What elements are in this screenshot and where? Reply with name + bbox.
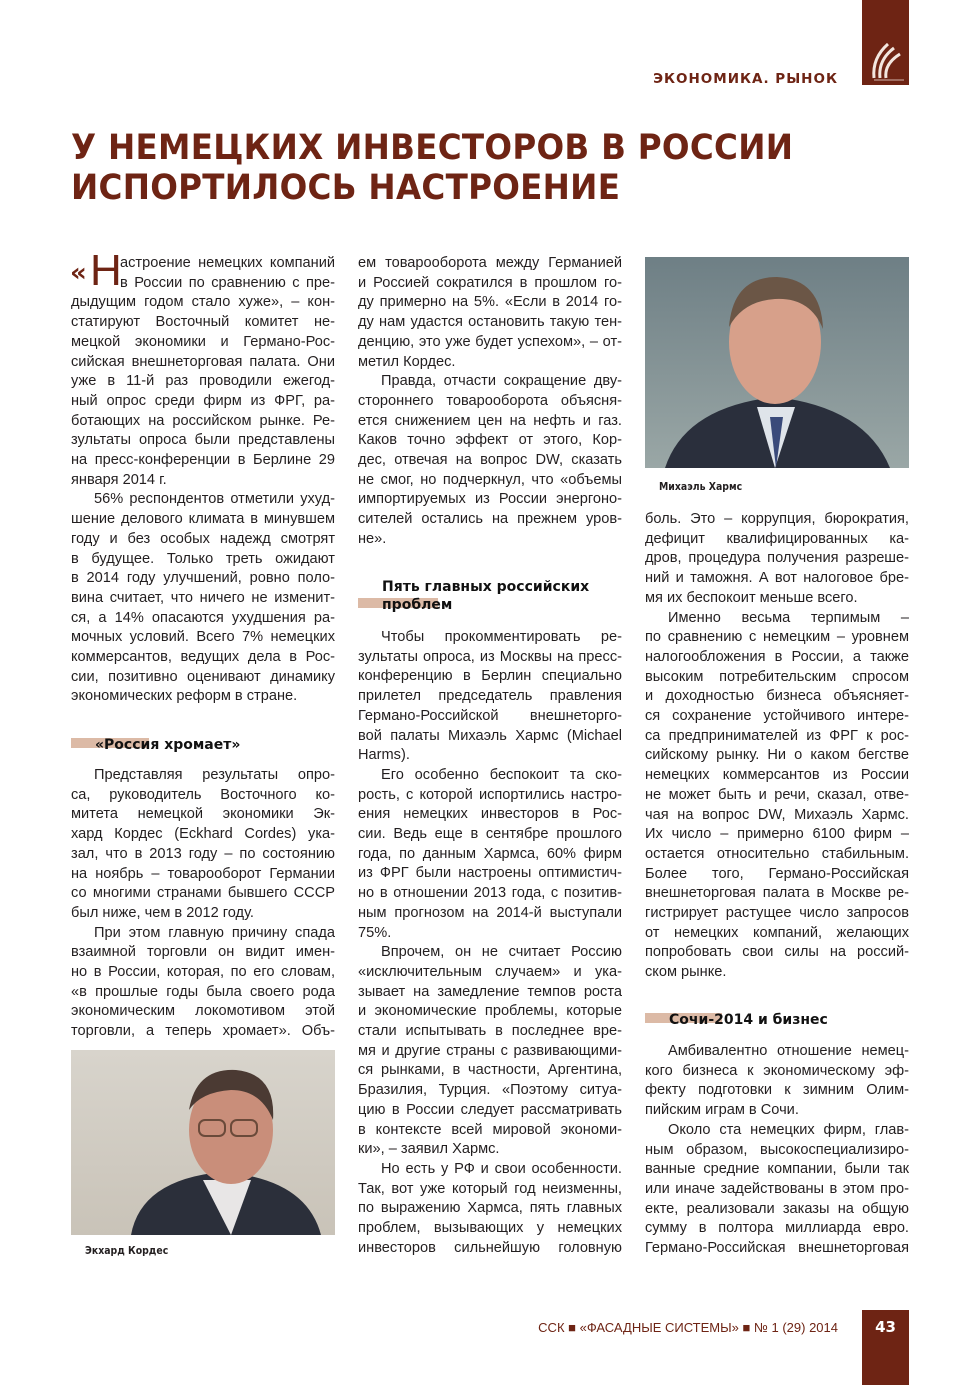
logo-icon xyxy=(862,0,909,85)
text-line: боль. Это – коррупция, бюрократия, xyxy=(645,511,909,527)
text-line: дров, процедура получения разреше- xyxy=(645,550,909,567)
text-line: от немецких компаний, желающих xyxy=(645,924,909,941)
text-line: Каков точно эффект от этого, Кор- xyxy=(358,432,622,449)
text-line: уже в 11-й раз проводили ежегод- xyxy=(71,373,335,390)
text-line: импортируемых из России энергоно- xyxy=(358,491,622,508)
right-text-1 xyxy=(645,510,909,983)
text-line: и доходностью бизнеса объясняет- xyxy=(645,688,909,705)
text-line: инвесторов сильнейшую головную xyxy=(358,1239,622,1256)
text-line: сийская внешнеторговая палата. Они xyxy=(71,353,335,370)
text-line: Германо-Российской внешнеторго- xyxy=(358,707,622,724)
text-line: проблем, вызывающих у немецких xyxy=(358,1220,622,1237)
text-line: статируют Восточный комитет не- xyxy=(71,314,335,331)
text-line: дес, отвечая на вопрос DW, сказать xyxy=(358,452,622,469)
text-line: ся, а 14% опасаются ухудшения ра- xyxy=(71,609,335,626)
text-line: Германо-Российская внешнеторговая xyxy=(645,1240,909,1257)
text-line: Их число – примерно 6100 фирм – xyxy=(645,826,909,843)
text-line: ском рынке. xyxy=(645,964,727,981)
text-line: внешнеторговая палата в Москве ре- xyxy=(645,885,909,902)
text-line: из ФРГ были настроены оптимистич- xyxy=(358,865,622,882)
text-line: вой палаты Михаэль Хармс (Michael xyxy=(358,727,622,744)
text-line: Но есть у РФ и свои особенности. xyxy=(381,1160,622,1177)
photo-caption: Михаэль Хармс xyxy=(659,480,743,493)
text-line: или иначе задействованы в этом про- xyxy=(645,1180,909,1197)
text-line: не». xyxy=(358,530,387,547)
text-line: прилетел председатель правления xyxy=(358,688,622,705)
text-line: был ниже, чем в 2012 году. xyxy=(71,904,254,921)
text-line: не может быть и речи, сказал, отве- xyxy=(645,786,909,803)
text-line: ется снижением цен на нефть и газ. xyxy=(358,412,622,429)
text-line: мецкой экономики и Германо-Рос- xyxy=(71,333,335,350)
text-line: денцию, это уже будет успехом», – от- xyxy=(358,333,622,350)
text-line: мочных условий. Всего 7% немецких xyxy=(71,629,335,646)
text-line: на ноябрь – товарооборот Германии xyxy=(71,865,335,882)
text-line: налогообложения в России, а также xyxy=(645,648,909,665)
subheading-sochi-business xyxy=(669,1011,828,1029)
text-line: дыдущим годом стало хуже», – кон- xyxy=(71,294,335,311)
text-line: Представляя результаты опро- xyxy=(94,767,335,783)
text-line: и экономические проблемы, которые xyxy=(358,1003,622,1020)
text-line: ний и таможня. А вот налоговое бре- xyxy=(645,570,909,587)
text-line: сии, позитивно оценивают динамику xyxy=(71,668,335,685)
text-line: дефицит квалифицированных ка- xyxy=(645,530,909,547)
text-line: на пресс-конференции в Берлине 29 xyxy=(71,452,335,469)
text-line: цию в России следует рассматривать xyxy=(358,1101,622,1118)
text-line: мя их беспокоит меньше всего. xyxy=(645,589,858,606)
text-line: ным образом, высокоспециализиро- xyxy=(645,1141,909,1158)
text-line: астроение немецких компаний xyxy=(120,255,335,271)
text-line: января 2014 г. xyxy=(71,471,167,488)
text-line: ся рынками, в частности, Аргентина, xyxy=(358,1062,622,1079)
text-line: екте, реализовали заказы на общую xyxy=(645,1200,909,1217)
text-line: остается относительно стабильным. xyxy=(645,845,909,862)
text-line: пийским играм в Сочи. xyxy=(645,1102,799,1119)
text-line: мя и другие страны с развивающими- xyxy=(358,1042,622,1059)
title-line: ИСПОРТИЛОСЬ НАСТРОЕНИЕ xyxy=(71,168,621,208)
article-title xyxy=(71,128,793,208)
text-line: зывает на замедление темпов роста xyxy=(358,983,622,1000)
text-line: со многими странами бывшего СССР xyxy=(71,885,335,902)
text-line: Его особенно беспокоит та ско- xyxy=(381,766,622,783)
text-line: попробовать свои силы на россий- xyxy=(645,944,909,961)
text-line: ный опрос среди фирм из ФРГ, ра- xyxy=(71,392,335,409)
text-line: чая на вопрос DW, Михаэль Хармс. xyxy=(645,806,909,823)
text-line: зультаты опроса были представлены xyxy=(71,432,335,449)
text-line: сумму в полтора миллиарда евро. xyxy=(645,1220,909,1237)
subheading-russia-limps xyxy=(95,736,240,754)
text-line: хард Кордес (Eckhard Cordes) ука- xyxy=(71,826,335,843)
middle-text-1 xyxy=(358,254,622,550)
text-line: экономическим локомотивом этой xyxy=(71,1003,335,1020)
photo-michael-harms xyxy=(645,257,909,468)
text-line: рость, с которой испортились настро- xyxy=(358,786,622,803)
text-line: но в России, которая, по его словам, xyxy=(71,964,335,981)
lead-quote-mark: « xyxy=(70,258,87,288)
text-line: экономических реформ в стране. xyxy=(71,688,298,705)
text-line: немецких коммерсантов из России xyxy=(645,767,909,784)
text-line: по сравнению с немецким – уровнем xyxy=(645,629,909,646)
text-line: Именно весьма терпимым – xyxy=(668,609,909,626)
title-line: У НЕМЕЦКИХ ИНВЕСТОРОВ В РОССИИ xyxy=(71,128,794,168)
text-line: ботающих на российском рынке. Ре- xyxy=(71,412,335,429)
text-line: сийскому рынку. Ни о каком бегстве xyxy=(645,747,909,764)
text-line: При этом главную причину спада xyxy=(94,924,335,941)
text-line: году и без особых надежд смотрят xyxy=(71,530,335,547)
text-line: года, по данным Хармса, 60% фирм xyxy=(358,845,622,862)
text-line: вина считает, что ничего не изменит- xyxy=(71,589,335,606)
text-line: но в отношении 2013 года, с позитив- xyxy=(358,885,622,902)
photo-caption: Экхард Кордес xyxy=(85,1244,169,1257)
text-line: Так, вот уже который год неизменны, xyxy=(358,1180,622,1197)
text-line: «в прошлые годы была своего рода xyxy=(71,983,335,1000)
drop-cap: Н xyxy=(90,246,122,295)
text-line: сителей остались на прежнем уров- xyxy=(358,511,622,528)
section-logo-box xyxy=(862,0,909,85)
text-line: са, руководитель Восточного ко- xyxy=(71,786,335,803)
text-line: Более того, Германо-Российская xyxy=(645,865,909,882)
text-line: Около ста немецких фирм, глав- xyxy=(668,1121,909,1138)
text-line: Амбивалентно отношение немец- xyxy=(668,1043,909,1059)
left-text-1 xyxy=(71,254,335,707)
subheading-line: Сочи-2014 и бизнес xyxy=(669,1012,828,1028)
text-line: в 2014 году улучшений, ровно поло- xyxy=(71,570,335,587)
subheading-line: проблем xyxy=(382,597,453,613)
text-line: 75%. xyxy=(358,924,392,941)
text-line: ки», – заявил Хармс. xyxy=(358,1141,500,1158)
text-line: Чтобы прокомментировать ре- xyxy=(381,629,622,645)
text-line: ным прогнозом на 2014-й выступали xyxy=(358,904,622,921)
text-line: ду примерно на 5%. «Если в 2014 го- xyxy=(358,294,622,311)
text-line: фекту подготовки к зимним Олим- xyxy=(645,1082,909,1099)
text-line: стороннего товарооборота объясня- xyxy=(358,392,622,409)
text-line: зультаты опроса, из Москвы на пресс- xyxy=(358,648,622,665)
text-line: митета немецкой экономики Эк- xyxy=(71,806,335,823)
text-line: конференцию в Берлин специально xyxy=(358,668,622,685)
middle-text-2 xyxy=(358,628,622,1259)
text-line: 56% респондентов отметили ухуд- xyxy=(94,491,335,508)
left-text-2 xyxy=(71,766,335,1042)
text-line: торговли, а теперь хромает». Объ- xyxy=(71,1023,335,1040)
text-line: в контексте всей мировой экономи- xyxy=(358,1121,622,1138)
page-number: 43 xyxy=(875,1318,896,1336)
text-line: Бразилия, Турция. «Поэтому ситуа- xyxy=(358,1082,622,1099)
text-line: метил Кордес. xyxy=(358,353,456,370)
text-line: коммерсантов, ведущих дела в Рос- xyxy=(71,649,335,666)
section-label: ЭКОНОМИКА. РЫНОК xyxy=(653,71,838,87)
text-line: в будущее. Только треть ожидают xyxy=(71,550,335,567)
text-line: ду нам удастся остановить такую тен- xyxy=(358,314,622,331)
text-line: Harms). xyxy=(358,747,410,764)
text-line: не смог, но подчеркнул, что «объемы xyxy=(358,471,622,488)
subheading-line: Пять главных российских xyxy=(382,579,590,595)
text-line: в России по сравнению с пре- xyxy=(120,274,335,291)
text-line: высоким потребительским спросом xyxy=(645,668,909,685)
text-line: ем товарооборота между Германией xyxy=(358,255,622,271)
publication-footer: ССК ■ «ФАСАДНЫЕ СИСТЕМЫ» ■ № 1 (29) 2014 xyxy=(538,1320,838,1335)
text-line: ся сохранение устойчивого интере- xyxy=(645,708,909,725)
subheading-line: «Россия хромает» xyxy=(95,737,241,753)
text-line: «исключительным случаем» и ука- xyxy=(358,963,622,980)
text-line: и Россией сократился в прошлом го- xyxy=(358,274,622,291)
text-line: по выражению Хармса, пять главных xyxy=(358,1200,622,1217)
text-line: шение делового климата в минувшем xyxy=(71,511,335,528)
text-line: кого бизнеса к экономическому эф- xyxy=(645,1062,909,1079)
subheading-five-problems xyxy=(382,578,589,614)
text-line: взаимной торговли он видит имен- xyxy=(71,944,335,961)
right-text-2 xyxy=(645,1042,909,1259)
text-line: Впрочем, он не считает Россию xyxy=(381,944,622,961)
text-line: стали испытывать в последнее вре- xyxy=(358,1023,622,1040)
text-line: сии. Ведь еще в сентябре прошлого xyxy=(358,826,622,843)
text-line: ванные средние компании, были так xyxy=(645,1161,909,1178)
photo-eckhard-cordes xyxy=(71,1050,335,1235)
text-line: Правда, отчасти сокращение дву- xyxy=(381,373,622,390)
text-line: ения немецких инвесторов в Рос- xyxy=(358,806,622,823)
text-line: са предпринимателей из ФРГ к рос- xyxy=(645,727,909,744)
text-line: зал, что в 2013 году – по состоянию xyxy=(71,845,335,862)
text-line: гистрирует растущее число запросов xyxy=(645,905,909,922)
